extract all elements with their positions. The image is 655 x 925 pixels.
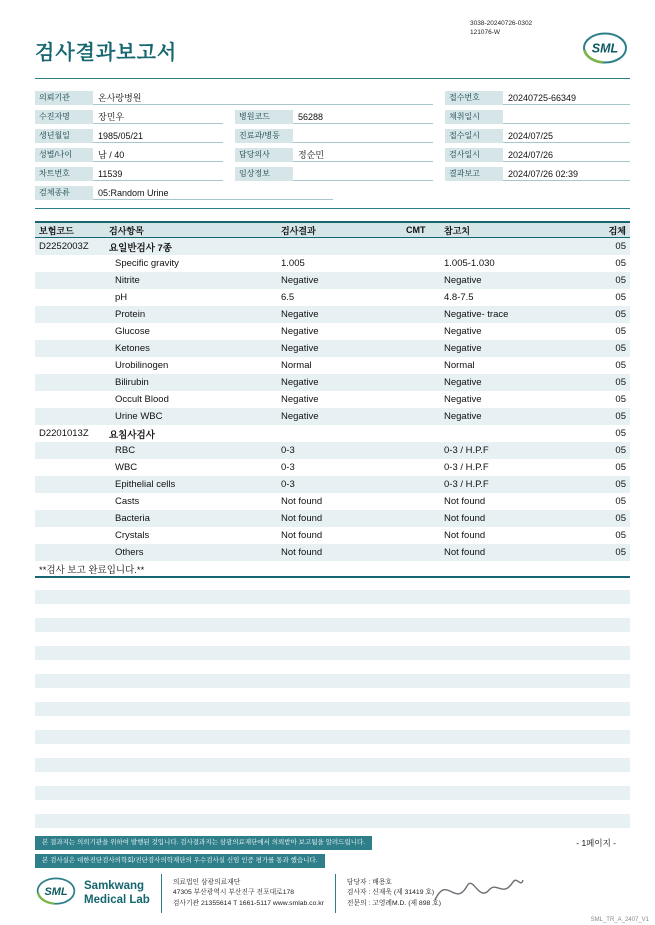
table-row (35, 323, 630, 340)
specimen-cell: 05 (615, 411, 626, 422)
specimen-cell: 05 (615, 530, 626, 541)
test-name-cell: Specific gravity (115, 258, 179, 269)
info-row (35, 162, 630, 181)
table-row (35, 272, 630, 289)
reference-cell: 4.8-7.5 (444, 292, 474, 303)
svg-text:SML: SML (591, 41, 619, 56)
client-label: 의뢰기관 (35, 91, 93, 105)
page-title: 검사결과보고서 (35, 42, 178, 64)
test-result-cell: 1.005 (281, 258, 305, 269)
report-datetime-label: 결과보고 (445, 167, 503, 181)
footer-divider-2 (335, 874, 336, 913)
sml-logo-icon (581, 30, 629, 66)
department-label: 진료과/병동 (235, 129, 293, 143)
empty-row (35, 660, 630, 674)
test-name-cell: Nitrite (115, 275, 140, 286)
reference-cell: Negative (444, 377, 482, 388)
reference-cell: Not found (444, 530, 486, 541)
accreditation-banner: 본 검사실은 대한진단검사의학회/진단검사의학재단의 우수검사실 신임 인증 평가를 통과 했습니다. (35, 854, 325, 868)
table-row (35, 476, 630, 493)
reference-cell: Negative (444, 275, 482, 286)
test-name-cell: Protein (115, 309, 146, 320)
footer-sml-logo (35, 874, 77, 913)
receipt-datetime-value: 2024/07/25 (503, 129, 630, 143)
test-datetime-label: 검사일시 (445, 148, 503, 162)
footer-divider (161, 874, 162, 913)
empty-row (35, 688, 630, 702)
specimen-cell: 05 (615, 445, 626, 456)
reference-cell: Normal (444, 360, 475, 371)
test-result-cell: Negative (281, 394, 319, 405)
footer-brand-line1: Samkwang (84, 880, 145, 893)
org-name: 의료법인 삼광의료재단 (172, 878, 241, 886)
test-name-cell: Casts (115, 496, 140, 507)
header-test-result: 검사결과 (281, 225, 316, 236)
table-row (35, 408, 630, 425)
accession-number: 3038-20240726-0302 (470, 20, 533, 27)
specimen-cell: 05 (615, 309, 626, 320)
staff-examiner: 검사자 : 신재욱 (제 31419 호) (346, 889, 435, 897)
chart-no-value: 11539 (93, 167, 223, 181)
footer (35, 874, 630, 913)
header-cmt: CMT (406, 225, 426, 235)
info-row (35, 105, 630, 124)
test-result-cell: Normal (281, 360, 312, 371)
chart-no-label: 차트번호 (35, 167, 93, 181)
reference-cell: 0-3 / H.P.F (444, 445, 489, 456)
reference-cell: Not found (444, 547, 486, 558)
receipt-no-value: 20240725-66349 (503, 91, 630, 105)
empty-rows (35, 590, 630, 828)
footer-sml-logo-icon (35, 874, 77, 908)
specimen-cell: 05 (615, 360, 626, 371)
specimen-cell: 05 (615, 462, 626, 473)
test-result-cell: Negative (281, 343, 319, 354)
table-row (35, 493, 630, 510)
patient-info-section (35, 86, 630, 200)
table-row (35, 306, 630, 323)
clinical-info-value (293, 167, 433, 181)
test-result-cell: Negative (281, 309, 319, 320)
table-row (35, 425, 630, 442)
report-datetime-value: 2024/07/26 02:39 (503, 167, 630, 181)
receipt-datetime-label: 접수일시 (445, 129, 503, 143)
sml-logo (581, 30, 629, 71)
test-name-cell: Bacteria (115, 513, 150, 524)
empty-row (35, 604, 630, 618)
test-name-cell: Urobilinogen (115, 360, 169, 371)
reference-cell: Not found (444, 513, 486, 524)
table-row (35, 391, 630, 408)
test-name-cell: 요침사검사 (109, 429, 155, 441)
results-table (35, 221, 630, 578)
specimen-cell: 05 (615, 258, 626, 269)
birthdate-value: 1985/05/21 (93, 129, 223, 143)
receipt-no-label: 접수번호 (445, 91, 503, 105)
birthdate-label: 생년월일 (35, 129, 93, 143)
specimen-cell: 05 (615, 241, 626, 252)
footer-brand-line2: Medical Lab (84, 893, 150, 906)
specimen-cell: 05 (615, 377, 626, 388)
table-row (35, 374, 630, 391)
reference-cell: Negative (444, 343, 482, 354)
test-result-cell: Not found (281, 496, 323, 507)
test-name-cell: 요일반검사 7종 (109, 242, 172, 254)
specimen-cell: 05 (615, 428, 626, 439)
table-row (35, 340, 630, 357)
org-address: 47305 부산광역시 부산진구 전포대로178 (172, 889, 295, 897)
test-name-cell: WBC (115, 462, 138, 473)
empty-row (35, 716, 630, 730)
info-row (35, 181, 630, 200)
reference-cell: 0-3 / H.P.F (444, 479, 489, 490)
test-datetime-value: 2024/07/26 (503, 148, 630, 162)
header-reference: 참고치 (444, 225, 471, 236)
hospital-code-value: 56288 (293, 110, 433, 124)
staff-specialist: 전문의 : 고영례M.D. (제 898 호) (346, 899, 441, 907)
table-row (35, 357, 630, 374)
report-barcode-numbers (470, 20, 532, 38)
collection-datetime-label: 채취일시 (445, 110, 503, 124)
info-row (35, 86, 630, 105)
empty-row (35, 632, 630, 646)
insurance-code-cell: D2252003Z (39, 241, 89, 252)
test-name-cell: pH (115, 292, 128, 303)
reference-cell: Negative- trace (444, 309, 509, 320)
specimen-cell: 05 (615, 513, 626, 524)
reference-cell: Negative (444, 326, 482, 337)
banner-row-2 (35, 854, 630, 868)
empty-row (35, 744, 630, 758)
patient-name-label: 수진자명 (35, 110, 93, 124)
specimen-cell: 05 (615, 496, 626, 507)
test-result-cell: Negative (281, 377, 319, 388)
test-name-cell: Urine WBC (115, 411, 163, 422)
header-insurance-code: 보험코드 (39, 225, 74, 236)
footer-organization (173, 878, 324, 910)
specimen-cell: 05 (615, 479, 626, 490)
specimen-cell: 05 (615, 326, 626, 337)
info-table-divider (35, 208, 630, 209)
clinical-info-label: 임상정보 (235, 167, 293, 181)
table-row (35, 510, 630, 527)
hospital-code-label: 병원코드 (235, 110, 293, 124)
empty-row (35, 590, 630, 604)
page-number: - 1페이지 - (576, 837, 616, 848)
reference-cell: Not found (444, 496, 486, 507)
empty-row (35, 786, 630, 800)
test-result-cell: Negative (281, 411, 319, 422)
sex-age-value: 남 / 40 (93, 148, 223, 162)
table-row (35, 442, 630, 459)
empty-row (35, 646, 630, 660)
sex-age-label: 성별/나이 (35, 148, 93, 162)
test-name-cell: Crystals (115, 530, 150, 541)
test-result-cell: Not found (281, 513, 323, 524)
header-specimen: 검체 (608, 225, 626, 236)
table-row (35, 289, 630, 306)
results-table-body (35, 238, 630, 561)
reference-cell: 1.005-1.030 (444, 258, 495, 269)
info-row (35, 143, 630, 162)
test-result-cell: 6.5 (281, 292, 295, 303)
test-result-cell: 0-3 (281, 462, 295, 473)
empty-row (35, 758, 630, 772)
test-result-cell: Not found (281, 530, 323, 541)
specimen-type-value: 05:Random Urine (93, 186, 333, 200)
specimen-number: 121076-W (470, 28, 500, 36)
specimen-cell: 05 (615, 394, 626, 405)
disclaimer-banner: 본 결과지는 의뢰기관을 위하여 발행된 것입니다. 검사결과지는 삼광의료재단에서 의뢰받아 보고됨을 알려드립니다. (35, 836, 372, 850)
table-row (35, 544, 630, 561)
reference-cell: Negative (444, 411, 482, 422)
test-result-cell: Not found (281, 547, 323, 558)
doctor-label: 담당의사 (235, 148, 293, 162)
test-name-cell: Occult Blood (115, 394, 169, 405)
svg-text:SML: SML (44, 885, 68, 898)
patient-name-value: 장민우 (93, 110, 223, 124)
test-result-cell: 0-3 (281, 479, 295, 490)
empty-row (35, 618, 630, 632)
test-result-cell: Negative (281, 326, 319, 337)
test-result-cell: 0-3 (281, 445, 295, 456)
footer-staff (347, 878, 497, 910)
test-name-cell: Glucose (115, 326, 150, 337)
info-row (35, 124, 630, 143)
staff-manager: 담당자 : 배용호 (346, 878, 392, 886)
test-name-cell: Others (115, 547, 144, 558)
collection-datetime-value (503, 110, 630, 124)
test-name-cell: Epithelial cells (115, 479, 176, 490)
table-row (35, 459, 630, 476)
specimen-cell: 05 (615, 343, 626, 354)
doctor-value: 정순민 (293, 148, 433, 162)
client-value: 온사랑병원 (93, 91, 433, 105)
empty-row (35, 800, 630, 814)
table-row (35, 255, 630, 272)
test-name-cell: Bilirubin (115, 377, 149, 388)
empty-row (35, 702, 630, 716)
header-test-name: 검사항목 (109, 225, 144, 236)
reference-cell: Negative (444, 394, 482, 405)
insurance-code-cell: D2201013Z (39, 428, 89, 439)
empty-row (35, 814, 630, 828)
reference-cell: 0-3 / H.P.F (444, 462, 489, 473)
footer-brand (84, 880, 150, 906)
test-name-cell: Ketones (115, 343, 150, 354)
specimen-cell: 05 (615, 275, 626, 286)
results-table-header (35, 221, 630, 238)
test-name-cell: RBC (115, 445, 136, 456)
table-row (35, 238, 630, 255)
banner-row-1 (35, 836, 630, 850)
empty-row (35, 674, 630, 688)
org-contact: 검사기관 21355614 T 1661-5117 www.smlab.co.kr (172, 899, 324, 907)
test-result-cell: Negative (281, 275, 319, 286)
document-version-code: SML_TR_A_2407_V1 (590, 917, 649, 923)
specimen-cell: 05 (615, 292, 626, 303)
empty-row (35, 730, 630, 744)
header-divider (35, 78, 630, 79)
department-value (293, 129, 433, 143)
report-complete-note: **검사 보고 완료입니다.** (35, 561, 630, 578)
empty-row (35, 772, 630, 786)
table-row (35, 527, 630, 544)
specimen-cell: 05 (615, 547, 626, 558)
specimen-type-label: 검체종류 (35, 186, 93, 200)
